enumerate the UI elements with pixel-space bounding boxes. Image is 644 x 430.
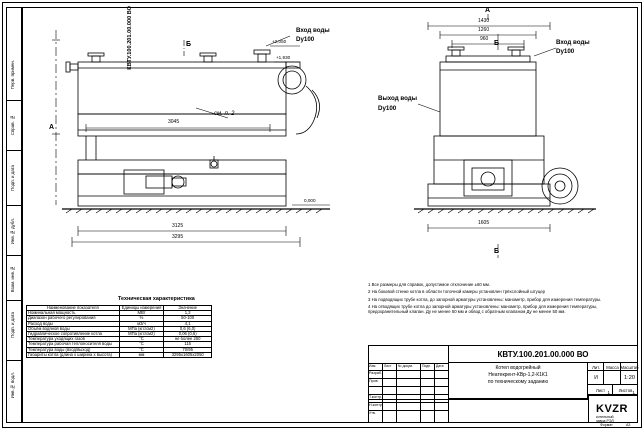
tb-v1 — [382, 363, 383, 423]
tb-role-utv: Утв. — [369, 411, 376, 415]
front-see-note: см. п. 2 — [214, 111, 235, 117]
spec-cell-6-0: Температура рабочая теплоносителя воды — [27, 342, 120, 347]
side-dim-960: 960 — [480, 36, 489, 42]
front-dim-3295: 3295 — [172, 234, 184, 240]
spec-cell-3-2: 0,6 (6,0) — [164, 326, 212, 331]
margin-label-3: Инв.№ дубл. — [10, 218, 15, 245]
note-item-3: 3 На подводящих трубе котла, до запорной арматуры установлены: манометр, прибор для измерения температуры. — [368, 296, 602, 302]
spec-header-1: Единицы измерения — [119, 306, 164, 311]
title-lit-value: И — [594, 375, 598, 381]
tb-h7 — [368, 410, 448, 411]
spec-cell-4-0: Гидравлическое сопротивление котла — [27, 332, 120, 337]
title-sheet-label: Лист — [595, 387, 606, 393]
spec-cell-8-2: 3295х1605х2050 — [164, 352, 212, 357]
tb-role-razrab: Разраб. — [369, 371, 382, 375]
tb-role-nkontr: Н.контр. — [369, 403, 383, 407]
tb-col-list: Лист — [384, 364, 392, 368]
margin-label-4: Взам. инв.№ — [10, 266, 15, 293]
tb-v4 — [434, 363, 435, 423]
title-lit-label: Лит. — [592, 364, 600, 370]
side-water-inlet-line1: Вход воды — [556, 39, 590, 46]
spec-cell-4-2: 0,06 (0,6) — [164, 332, 212, 337]
spec-cell-0-0: Номинальная мощность — [27, 311, 120, 316]
title-doc-number: КВТУ.100.201.00.000 ВО — [497, 349, 589, 359]
front-water-inlet-line1: Вход воды — [296, 27, 330, 34]
side-label-A: A — [485, 7, 491, 14]
side-dim-1605: 1605 — [478, 220, 490, 226]
spec-cell-1-0: Диапазон рабочего регулирования — [27, 316, 120, 321]
note-item-1: 1 Все размеры для справок, допустимое отклонение ±60 мм. — [368, 282, 491, 287]
spec-cell-2-2: 4,1 — [164, 321, 212, 326]
tb-col-podp: Подп. — [422, 364, 432, 368]
tb-h8 — [368, 399, 588, 400]
margin-label-2: Подп. и дата — [10, 165, 15, 191]
front-label-B: Б — [186, 41, 192, 48]
spec-cell-7-0: Температура воды (вход/выход) — [27, 347, 120, 352]
tb-sheet-value: 1 — [607, 389, 610, 395]
company-sub-2: завод РЭЛ — [596, 419, 614, 423]
title-product-line-3: по техническому заданию — [487, 379, 549, 385]
margin-label-6: Инв.№ подл. — [10, 372, 15, 399]
title-product-lines — [452, 365, 584, 385]
company-name: KVZR — [596, 403, 628, 415]
tb-role-tkontr: Т.контр. — [369, 395, 383, 399]
front-elev-zero: 0,000 — [304, 198, 316, 203]
tb-v5 — [448, 345, 449, 423]
spec-table — [26, 305, 212, 358]
spec-header-2: Значение — [164, 306, 212, 311]
spec-cell-5-2: не более 250 — [164, 337, 212, 342]
company-sub-1: котельный — [596, 415, 614, 419]
title-mass-label: Масса — [606, 364, 619, 370]
tb-col-data: Дата — [436, 364, 444, 368]
spec-table-title: Техническая характеристика — [118, 296, 195, 302]
spec-cell-2-0: Расход воды — [27, 321, 120, 326]
note-item-4: 4 На отводящих трубе котла до запорной арматуры установлены: манометр, прибор для измерения температуры, предохранительный клапан. Ду не менее 50 мм и обвод с обратным клапаном Ду не менее 50 мм. — [368, 304, 598, 315]
spec-cell-8-0: Габариты котла (длина х ширина х высота) — [27, 352, 120, 357]
margin-label-1: Справ. № — [10, 115, 15, 136]
side-water-outlet-line2: Dy100 — [378, 105, 397, 112]
title-product-line-1: Котел водогрейный — [495, 365, 541, 371]
tb-h4 — [368, 386, 448, 387]
spec-cell-1-1: % — [119, 316, 164, 321]
tb-v3 — [420, 363, 421, 423]
front-elev-top: +2,050 — [272, 39, 287, 44]
tb-h3 — [368, 378, 448, 379]
note-item-2: 2 На боковой стенке котла в области топочной камеры установлен трёхслойный штуцер — [368, 289, 546, 295]
title-scale-label: Масштаб — [620, 364, 639, 370]
side-water-outlet-line1: Выход воды — [378, 95, 418, 102]
tb-col-izm: Изм. — [369, 364, 377, 368]
spec-cell-7-1: °C — [119, 347, 164, 352]
spec-cell-2-1: м3/ч — [119, 321, 164, 326]
spec-cell-8-1: мм — [119, 352, 164, 357]
title-product-line-2: Неатекрент-КВр-1,2-К1К1 — [488, 372, 548, 378]
spec-cell-6-1: °C — [119, 342, 164, 347]
tb-col-docnum: № докум. — [398, 364, 413, 368]
spec-cell-5-0: Температура уходящих газов — [27, 337, 120, 342]
front-dim-3125: 3125 — [172, 223, 184, 229]
sheet-doc-number-vertical: КВТУ.100.201.00.000 ВО — [127, 6, 133, 70]
front-elev-mid: +1,930 — [276, 55, 291, 60]
spec-cell-4-1: МПа (кгс/см2) — [119, 332, 164, 337]
side-dim-1260: 1260 — [478, 27, 490, 33]
spec-cell-5-1: °C — [119, 337, 164, 342]
spec-cell-0-1: МВт — [119, 311, 164, 316]
spec-table-row — [27, 352, 212, 357]
spec-cell-1-2: 50-100 — [164, 316, 212, 321]
tb-sheets-value: 1 — [632, 389, 635, 395]
side-label-B-bottom: Б — [494, 248, 500, 255]
front-section-A: A — [49, 124, 55, 131]
title-scale-value: 1:20 — [624, 375, 635, 381]
format-value: A3 — [626, 423, 631, 427]
margin-label-5: Подп. и дата — [10, 312, 15, 338]
company-left-divider — [588, 395, 589, 423]
front-water-inlet-line2: Dy100 — [296, 36, 315, 43]
margin-label-0: Перв. примен. — [10, 60, 15, 90]
spec-cell-7-2: 70/95 — [164, 347, 212, 352]
spec-cell-6-2: 115 — [164, 342, 212, 347]
tb-v2 — [396, 363, 397, 423]
title-sheets-label: Листов — [618, 387, 633, 393]
side-dim-1430: 1430 — [478, 18, 490, 24]
spec-cell-0-2: 1,2 — [164, 311, 212, 316]
spec-header-0: Наименование показателя — [27, 306, 120, 311]
front-dim-3045: 3045 — [168, 119, 180, 125]
format-label: Формат — [600, 423, 613, 427]
tb-role-prov: Пров. — [369, 379, 379, 383]
spec-cell-3-1: МПа (кгс/см2) — [119, 326, 164, 331]
side-water-inlet-line2: Dy100 — [556, 48, 575, 55]
title-mass-value-cell — [604, 371, 621, 385]
side-label-B: Б — [494, 40, 500, 47]
notes-block — [368, 282, 630, 315]
spec-cell-3-0: Объём водяной воды — [27, 326, 120, 331]
